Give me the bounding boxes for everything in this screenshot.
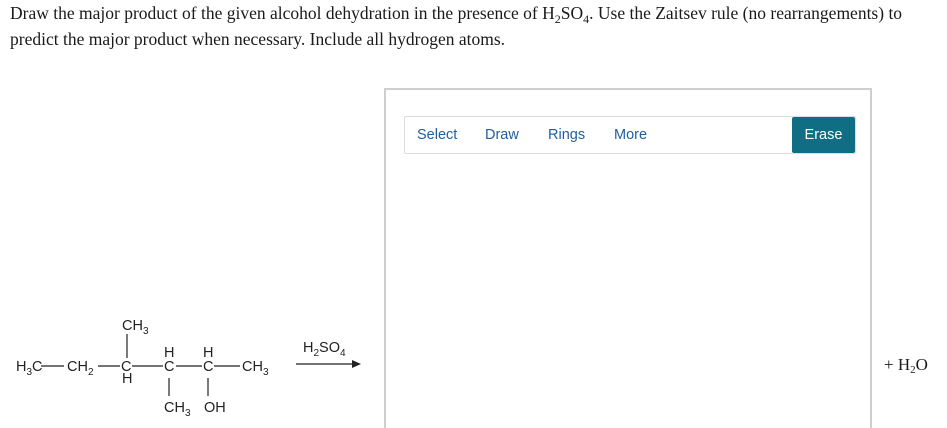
- question-sub-2: 4: [583, 12, 590, 26]
- water-plus-h: + H: [884, 355, 911, 374]
- water-byproduct: [884, 355, 928, 375]
- erase-button[interactable]: Erase: [792, 117, 855, 153]
- reaction-scheme: [0, 300, 380, 419]
- more-tool-button[interactable]: More: [614, 127, 648, 143]
- question-sub-1: 2: [554, 12, 561, 26]
- draw-tool-button[interactable]: Draw: [485, 127, 519, 143]
- question-part-1: Draw the major product of the given alcohol dehydration in the presence of H: [10, 3, 555, 23]
- ch3-below-label: $CH_3$: [164, 400, 191, 419]
- rings-tool-button[interactable]: Rings: [548, 127, 586, 143]
- h-below-carbon-1: H: [122, 371, 133, 387]
- h3c-label: $H_3C$: [16, 359, 43, 378]
- h-above-carbon-2: H: [164, 345, 175, 361]
- reaction-arrow-head: [352, 360, 361, 368]
- select-tool-button[interactable]: Select: [417, 127, 458, 143]
- water-o: O: [915, 355, 928, 374]
- carbon-3-label: C: [203, 359, 214, 375]
- carbon-1-label: C: [121, 359, 132, 375]
- carbon-2-label: C: [164, 359, 175, 375]
- h-above-carbon-3: H: [203, 345, 214, 361]
- reaction-structure: [0, 300, 380, 419]
- question-part-3: . Use the Zaitsev rule (no rearrangements) to predict the major product when necessary. Include all hydrogen atoms.: [10, 3, 903, 49]
- drawing-canvas[interactable]: [384, 88, 872, 428]
- ch3-end-label: $CH_3$: [242, 359, 269, 378]
- ch2-label: $CH_2$: [67, 359, 94, 378]
- question-part-2: SO: [560, 3, 584, 23]
- drawing-toolbar: [404, 116, 856, 154]
- ch3-top-label: $CH_3$: [122, 318, 149, 337]
- oh-below-label: OH: [204, 400, 226, 416]
- question-text: [10, 0, 940, 52]
- water-sub: 2: [910, 364, 916, 376]
- reagent-label: $H_2SO_4$: [303, 340, 346, 359]
